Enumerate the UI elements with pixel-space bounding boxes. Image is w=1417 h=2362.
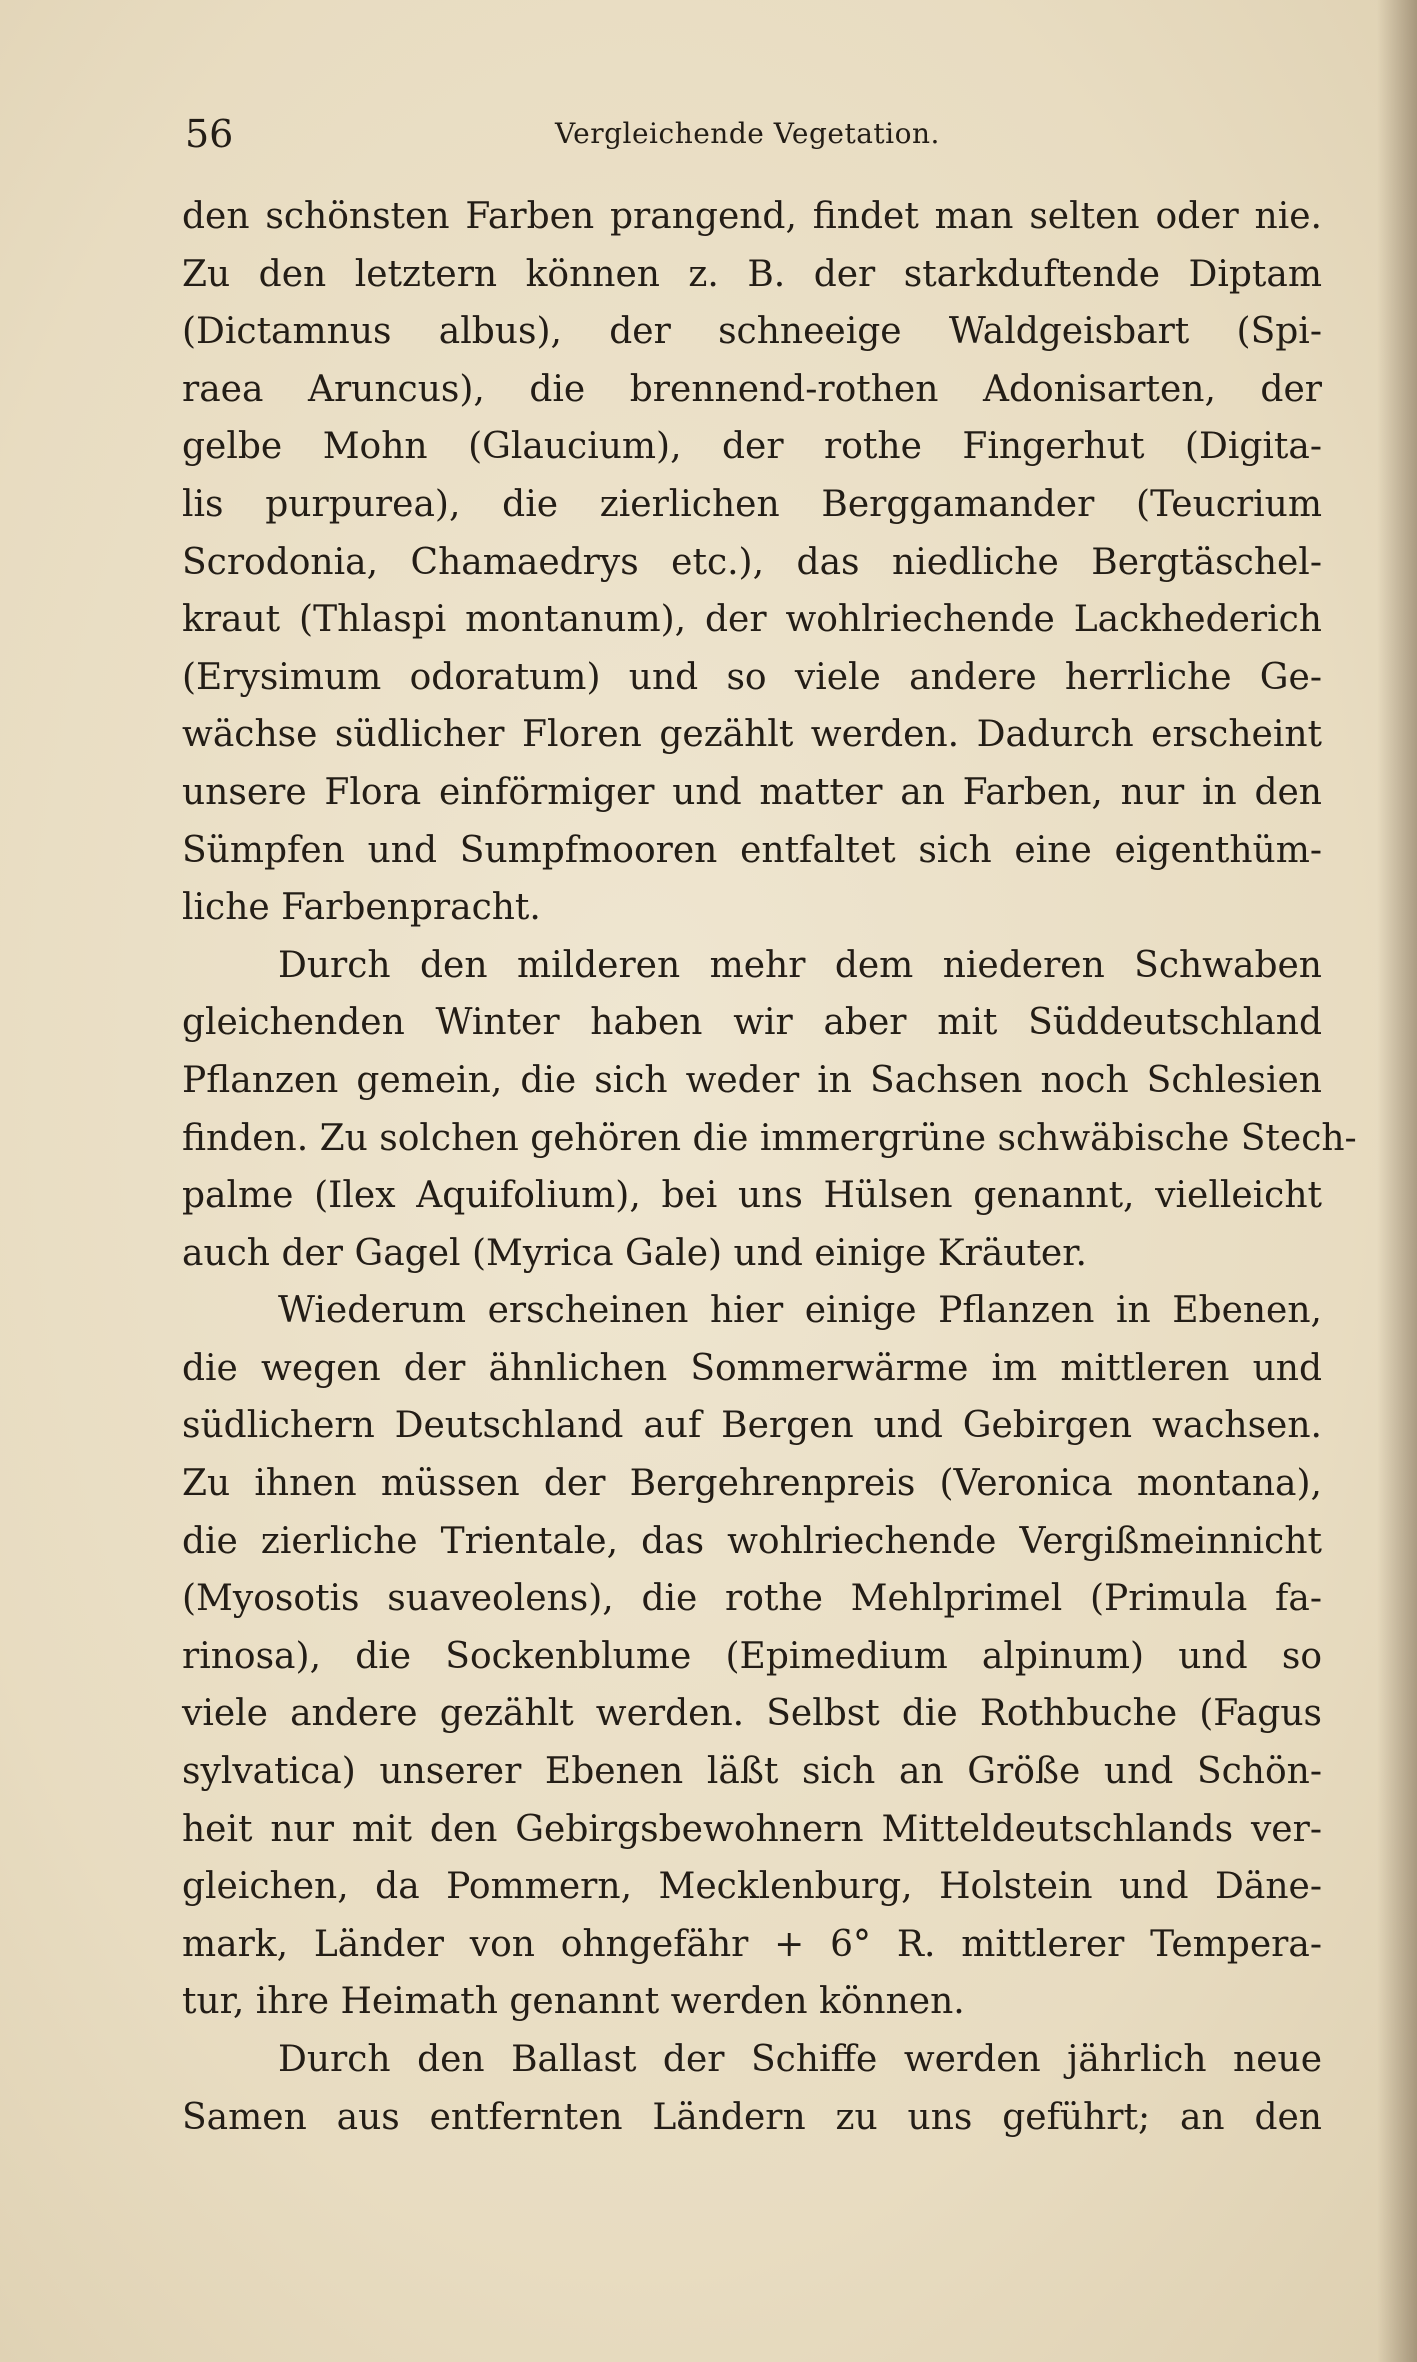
text-line: wächse südlicher Floren gezählt werden. Dadurch erscheint bbox=[182, 714, 1322, 756]
paragraph bbox=[182, 188, 1322, 937]
page-number: 56 bbox=[185, 112, 234, 156]
paragraph bbox=[182, 937, 1357, 1283]
text-line: kraut (Thlaspi montanum), der wohlriechende Lackhederich bbox=[182, 599, 1322, 641]
text-line: liche Farbenpracht. bbox=[182, 887, 541, 929]
text-line: Samen aus entfernten Ländern zu uns geführt; an den bbox=[182, 2096, 1322, 2138]
text-line: die wegen der ähnlichen Sommerwärme im mittleren und bbox=[182, 1347, 1322, 1389]
text-line: unsere Flora einförmiger und matter an Farben, nur in den bbox=[182, 771, 1322, 813]
text-line: tur, ihre Heimath genannt werden können. bbox=[182, 1981, 965, 2023]
text-line: gelbe Mohn (Glaucium), der rothe Fingerhut (Digita- bbox=[182, 426, 1322, 468]
text-line: Durch den milderen mehr dem niederen Schwaben bbox=[278, 944, 1322, 986]
text-line: auch der Gagel (Myrica Gale) und einige Kräuter. bbox=[182, 1232, 1087, 1274]
running-head: Vergleichende Vegetation. bbox=[555, 117, 940, 150]
body-text bbox=[182, 188, 1357, 2146]
text-line: palme (Ilex Aquifolium), bei uns Hülsen genannt, vielleicht bbox=[182, 1175, 1322, 1217]
text-line: (Erysimum odoratum) und so viele andere herrliche Ge- bbox=[182, 656, 1322, 698]
text-line: Zu ihnen müssen der Bergehrenpreis (Veronica montana), bbox=[182, 1463, 1322, 1505]
text-line: sylvatica) unserer Ebenen läßt sich an Größe und Schön- bbox=[182, 1751, 1322, 1793]
text-line: lis purpurea), die zierlichen Berggamander (Teucrium bbox=[182, 483, 1322, 525]
text-line: raea Aruncus), die brennend-rothen Adonisarten, der bbox=[182, 368, 1322, 410]
text-line: Sümpfen und Sumpfmooren entfaltet sich eine eigenthüm- bbox=[182, 829, 1322, 871]
text-line: Durch den Ballast der Schiffe werden jährlich neue bbox=[278, 2039, 1322, 2080]
page-header bbox=[185, 108, 1320, 160]
text-line: heit nur mit den Gebirgsbewohnern Mitteldeutschlands ver- bbox=[182, 1808, 1322, 1850]
text-line: Pflanzen gemein, die sich weder in Sachsen noch Schlesien bbox=[182, 1059, 1322, 1101]
text-line: gleichenden Winter haben wir aber mit Süddeutschland bbox=[182, 1002, 1322, 1044]
text-line: mark, Länder von ohngefähr + 6° R. mittlerer Tempera- bbox=[182, 1923, 1322, 1965]
text-line: viele andere gezählt werden. Selbst die Rothbuche (Fagus bbox=[182, 1693, 1322, 1735]
text-line: Scrodonia, Chamaedrys etc.), das niedliche Bergtäschel- bbox=[182, 541, 1322, 583]
text-line: südlichern Deutschland auf Bergen und Gebirgen wachsen. bbox=[182, 1405, 1322, 1447]
text-line: (Myosotis suaveolens), die rothe Mehlprimel (Primula fa- bbox=[182, 1578, 1322, 1620]
page-gutter-shadow bbox=[1377, 0, 1417, 2362]
paragraph bbox=[182, 1282, 1322, 2031]
text-line: rinosa), die Sockenblume (Epimedium alpinum) und so bbox=[182, 1635, 1322, 1677]
text-line: die zierliche Trientale, das wohlriechende Vergißmeinnicht bbox=[182, 1520, 1322, 1562]
text-line: Zu den letztern können z. B. der starkduftende Diptam bbox=[182, 253, 1322, 295]
text-line: (Dictamnus albus), der schneeige Waldgeisbart (Spi- bbox=[182, 311, 1322, 353]
text-line: Wiederum erscheinen hier einige Pflanzen in Ebenen, bbox=[278, 1290, 1322, 1332]
text-line: finden. Zu solchen gehören die immergrüne schwäbische Stech- bbox=[182, 1117, 1357, 1159]
text-line: gleichen, da Pommern, Mecklenburg, Holstein und Däne- bbox=[182, 1866, 1322, 1908]
paragraph bbox=[182, 2031, 1322, 2146]
text-line: den schönsten Farben prangend, findet man selten oder nie. bbox=[182, 196, 1322, 237]
